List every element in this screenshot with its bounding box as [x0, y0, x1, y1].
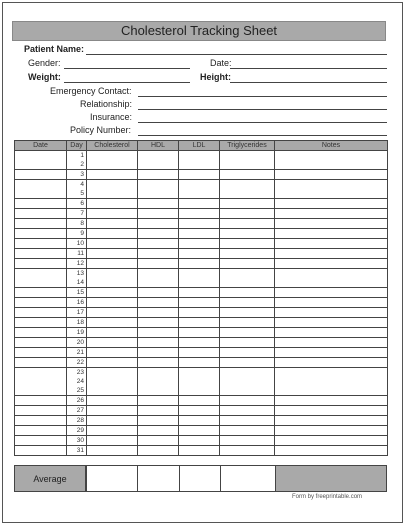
day-number: 3: [80, 171, 84, 178]
cell-notes[interactable]: [275, 180, 388, 199]
cell-ldl[interactable]: [179, 318, 220, 328]
cell-ldl[interactable]: [179, 308, 220, 318]
patient-name-row: [14, 44, 387, 55]
cell-notes[interactable]: [275, 219, 388, 229]
cell-day: [67, 396, 87, 406]
cell-cholesterol[interactable]: [87, 446, 138, 456]
cell-triglycerides[interactable]: [220, 426, 275, 436]
cell-hdl[interactable]: [138, 199, 179, 209]
cell-hdl[interactable]: [138, 219, 179, 229]
cell-hdl[interactable]: [138, 269, 179, 288]
weight-field[interactable]: [64, 72, 190, 83]
cell-ldl[interactable]: [179, 338, 220, 348]
date-label: Date:: [210, 58, 232, 68]
cell-day: [67, 151, 87, 170]
cell-triglycerides[interactable]: [220, 416, 275, 426]
day-number: 29: [76, 427, 84, 434]
cell-ldl[interactable]: [179, 199, 220, 209]
average-cholesterol-cell[interactable]: [86, 465, 138, 492]
day-number: 12: [76, 260, 84, 267]
day-number: 31: [76, 447, 84, 454]
gender-field[interactable]: [64, 58, 190, 69]
cell-triglycerides[interactable]: [220, 229, 275, 239]
cell-hdl[interactable]: [138, 348, 179, 358]
cell-notes[interactable]: [275, 318, 388, 328]
cell-triglycerides[interactable]: [220, 151, 275, 170]
cell-cholesterol[interactable]: [87, 269, 138, 288]
cell-cholesterol[interactable]: [87, 219, 138, 229]
cell-notes[interactable]: [275, 170, 388, 180]
cholesterol-log-table: [14, 140, 388, 456]
cell-day: [67, 338, 87, 348]
cell-day: [67, 180, 87, 199]
header-notes: Notes: [275, 141, 388, 151]
cell-date[interactable]: [15, 318, 67, 328]
cell-triglycerides[interactable]: [220, 318, 275, 328]
relationship-row: [14, 99, 387, 110]
average-notes-shaded: [275, 465, 387, 492]
cell-date[interactable]: [15, 249, 67, 259]
cell-hdl[interactable]: [138, 416, 179, 426]
cell-day: [67, 348, 87, 358]
header-hdl: HDL: [138, 141, 179, 151]
day-number: 22: [76, 359, 84, 366]
cell-notes[interactable]: [275, 338, 388, 348]
cell-ldl[interactable]: [179, 298, 220, 308]
day-number: 10: [76, 240, 84, 247]
cell-day: [67, 249, 87, 259]
emergency-contact-label: Emergency Contact:: [50, 86, 132, 96]
cell-date[interactable]: [15, 229, 67, 239]
table-row: [15, 426, 388, 436]
average-ldl-cell[interactable]: [179, 465, 221, 492]
weight-label: Weight:: [28, 72, 61, 82]
cell-day: [67, 269, 87, 288]
cell-date[interactable]: [15, 269, 67, 288]
gender-label: Gender:: [28, 58, 61, 68]
cell-cholesterol[interactable]: [87, 170, 138, 180]
cell-day: [67, 199, 87, 209]
cell-day: [67, 229, 87, 239]
table-row: [15, 348, 388, 358]
cell-date[interactable]: [15, 328, 67, 338]
cell-triglycerides[interactable]: [220, 170, 275, 180]
cell-hdl[interactable]: [138, 209, 179, 219]
table-row: [15, 338, 388, 348]
day-number: 14: [76, 279, 84, 286]
table-row: [15, 229, 388, 239]
cell-triglycerides[interactable]: [220, 338, 275, 348]
cell-hdl[interactable]: [138, 368, 179, 396]
cell-cholesterol[interactable]: [87, 151, 138, 170]
cell-cholesterol[interactable]: [87, 180, 138, 199]
cell-triglycerides[interactable]: [220, 406, 275, 416]
table-row: [15, 416, 388, 426]
cell-triglycerides[interactable]: [220, 239, 275, 249]
day-number: 24: [76, 378, 84, 385]
cell-cholesterol[interactable]: [87, 426, 138, 436]
cell-hdl[interactable]: [138, 406, 179, 416]
cell-ldl[interactable]: [179, 229, 220, 239]
cell-triglycerides[interactable]: [220, 180, 275, 199]
cell-day: [67, 406, 87, 416]
cell-ldl[interactable]: [179, 446, 220, 456]
cell-ldl[interactable]: [179, 436, 220, 446]
header-day: Day: [67, 141, 87, 151]
cell-ldl[interactable]: [179, 426, 220, 436]
cell-day: [67, 436, 87, 446]
cell-notes[interactable]: [275, 396, 388, 406]
cell-notes[interactable]: [275, 199, 388, 209]
cell-hdl[interactable]: [138, 436, 179, 446]
cell-cholesterol[interactable]: [87, 328, 138, 338]
table-row: [15, 328, 388, 338]
cell-triglycerides[interactable]: [220, 209, 275, 219]
table-row: [15, 298, 388, 308]
cell-triglycerides[interactable]: [220, 219, 275, 229]
policy-number-label: Policy Number:: [70, 125, 132, 135]
cell-ldl[interactable]: [179, 180, 220, 199]
table-row: [15, 199, 388, 209]
cell-cholesterol[interactable]: [87, 259, 138, 269]
height-label: Height:: [200, 72, 231, 82]
cell-notes[interactable]: [275, 446, 388, 456]
cell-ldl[interactable]: [179, 151, 220, 170]
cell-ldl[interactable]: [179, 249, 220, 259]
cell-date[interactable]: [15, 338, 67, 348]
day-number: 5: [80, 190, 84, 197]
cell-ldl[interactable]: [179, 396, 220, 406]
cell-ldl[interactable]: [179, 328, 220, 338]
day-number: 27: [76, 407, 84, 414]
day-number: 21: [76, 349, 84, 356]
day-number: 8: [80, 220, 84, 227]
cell-date[interactable]: [15, 288, 67, 298]
cell-hdl[interactable]: [138, 318, 179, 328]
cell-cholesterol[interactable]: [87, 288, 138, 298]
cell-date[interactable]: [15, 436, 67, 446]
table-row: [15, 239, 388, 249]
cell-notes[interactable]: [275, 328, 388, 338]
cell-hdl[interactable]: [138, 446, 179, 456]
cell-triglycerides[interactable]: [220, 368, 275, 396]
cell-cholesterol[interactable]: [87, 436, 138, 446]
cell-cholesterol[interactable]: [87, 396, 138, 406]
cell-cholesterol[interactable]: [87, 249, 138, 259]
average-hdl-cell[interactable]: [137, 465, 180, 492]
cell-hdl[interactable]: [138, 288, 179, 298]
cell-triglycerides[interactable]: [220, 396, 275, 406]
day-number: 18: [76, 319, 84, 326]
policy-number-field[interactable]: [138, 125, 387, 136]
average-triglycerides-cell[interactable]: [220, 465, 276, 492]
cell-date[interactable]: [15, 151, 67, 170]
cell-day: [67, 308, 87, 318]
insurance-field[interactable]: [138, 112, 387, 123]
cell-day: [67, 328, 87, 338]
cell-ldl[interactable]: [179, 368, 220, 396]
table-header-row: [15, 141, 388, 151]
table-row: [15, 368, 388, 396]
cell-day: [67, 239, 87, 249]
header-triglycerides: Triglycerides: [220, 141, 275, 151]
cell-date[interactable]: [15, 259, 67, 269]
cell-date[interactable]: [15, 170, 67, 180]
cell-triglycerides[interactable]: [220, 348, 275, 358]
cell-day: [67, 416, 87, 426]
table-row: [15, 151, 388, 170]
cell-hdl[interactable]: [138, 249, 179, 259]
day-number: 17: [76, 309, 84, 316]
cell-ldl[interactable]: [179, 239, 220, 249]
day-number: 11: [77, 250, 84, 257]
cell-triglycerides[interactable]: [220, 446, 275, 456]
table-row: [15, 308, 388, 318]
table-row: [15, 288, 388, 298]
cell-cholesterol[interactable]: [87, 229, 138, 239]
cell-hdl[interactable]: [138, 338, 179, 348]
day-number: 30: [76, 437, 84, 444]
patient-name-field[interactable]: [86, 44, 387, 55]
day-number: 19: [76, 329, 84, 336]
cell-cholesterol[interactable]: [87, 338, 138, 348]
cell-date[interactable]: [15, 308, 67, 318]
emergency-contact-field[interactable]: [138, 86, 387, 97]
cell-ldl[interactable]: [179, 219, 220, 229]
cell-triglycerides[interactable]: [220, 288, 275, 298]
cell-hdl[interactable]: [138, 358, 179, 368]
cell-notes[interactable]: [275, 259, 388, 269]
cell-triglycerides[interactable]: [220, 269, 275, 288]
cell-hdl[interactable]: [138, 229, 179, 239]
cell-notes[interactable]: [275, 209, 388, 219]
cell-triglycerides[interactable]: [220, 249, 275, 259]
cell-notes[interactable]: [275, 426, 388, 436]
table-row: [15, 446, 388, 456]
cell-triglycerides[interactable]: [220, 308, 275, 318]
table-row: [15, 358, 388, 368]
header-ldl: LDL: [179, 141, 220, 151]
height-field[interactable]: [230, 72, 387, 83]
insurance-row: [14, 112, 387, 123]
table-row: [15, 396, 388, 406]
cell-ldl[interactable]: [179, 406, 220, 416]
cell-notes[interactable]: [275, 229, 388, 239]
footer-credit: Form by freeprintable.com: [292, 494, 363, 500]
cell-cholesterol[interactable]: [87, 406, 138, 416]
cell-day: [67, 209, 87, 219]
day-number: 16: [76, 299, 84, 306]
cell-notes[interactable]: [275, 368, 388, 396]
cell-notes[interactable]: [275, 269, 388, 288]
cell-date[interactable]: [15, 358, 67, 368]
cell-date[interactable]: [15, 239, 67, 249]
cell-hdl[interactable]: [138, 151, 179, 170]
cell-day: [67, 368, 87, 396]
cell-cholesterol[interactable]: [87, 239, 138, 249]
cell-day: [67, 318, 87, 328]
cell-notes[interactable]: [275, 308, 388, 318]
cell-cholesterol[interactable]: [87, 318, 138, 328]
day-number: 1: [80, 152, 84, 159]
relationship-label: Relationship:: [80, 99, 133, 109]
cell-date[interactable]: [15, 416, 67, 426]
day-number: 20: [76, 339, 84, 346]
cell-notes[interactable]: [275, 436, 388, 446]
relationship-field[interactable]: [138, 99, 387, 110]
cell-date[interactable]: [15, 180, 67, 199]
table-row: [15, 219, 388, 229]
cell-notes[interactable]: [275, 288, 388, 298]
average-label: Average: [14, 465, 86, 492]
table-row: [15, 170, 388, 180]
cell-hdl[interactable]: [138, 259, 179, 269]
cell-hdl[interactable]: [138, 170, 179, 180]
cell-notes[interactable]: [275, 249, 388, 259]
cell-day: [67, 170, 87, 180]
date-field[interactable]: [230, 58, 387, 69]
cell-cholesterol[interactable]: [87, 348, 138, 358]
header-date: Date: [15, 141, 67, 151]
emergency-contact-row: [14, 86, 387, 97]
cell-notes[interactable]: [275, 298, 388, 308]
day-number: 2: [80, 161, 84, 168]
cell-cholesterol[interactable]: [87, 358, 138, 368]
cell-ldl[interactable]: [179, 288, 220, 298]
weight-height-row: [14, 72, 387, 83]
cell-day: [67, 219, 87, 229]
cell-cholesterol[interactable]: [87, 416, 138, 426]
cell-date[interactable]: [15, 396, 67, 406]
table-row: [15, 436, 388, 446]
cell-day: [67, 358, 87, 368]
table-row: [15, 318, 388, 328]
cell-day: [67, 298, 87, 308]
insurance-label: Insurance:: [90, 112, 133, 122]
cell-triglycerides[interactable]: [220, 328, 275, 338]
day-number: 15: [76, 289, 84, 296]
cell-triglycerides[interactable]: [220, 358, 275, 368]
day-number: 9: [80, 230, 84, 237]
cell-ldl[interactable]: [179, 358, 220, 368]
cell-notes[interactable]: [275, 348, 388, 358]
cell-hdl[interactable]: [138, 308, 179, 318]
cell-ldl[interactable]: [179, 259, 220, 269]
table-row: [15, 269, 388, 288]
cell-hdl[interactable]: [138, 239, 179, 249]
cell-cholesterol[interactable]: [87, 298, 138, 308]
day-number: 23: [76, 369, 84, 376]
day-number: 28: [76, 417, 84, 424]
form-title: Cholesterol Tracking Sheet: [12, 21, 386, 41]
day-number: 13: [76, 270, 84, 277]
cell-ldl[interactable]: [179, 348, 220, 358]
cell-triglycerides[interactable]: [220, 298, 275, 308]
cell-triglycerides[interactable]: [220, 199, 275, 209]
day-number: 25: [76, 387, 84, 394]
cell-cholesterol[interactable]: [87, 209, 138, 219]
cell-date[interactable]: [15, 348, 67, 358]
table-row: [15, 249, 388, 259]
cell-triglycerides[interactable]: [220, 436, 275, 446]
cell-ldl[interactable]: [179, 170, 220, 180]
table-body: [15, 151, 388, 456]
table-row: [15, 406, 388, 416]
cell-notes[interactable]: [275, 151, 388, 170]
cell-date[interactable]: [15, 368, 67, 396]
cell-cholesterol[interactable]: [87, 308, 138, 318]
policy-number-row: [14, 125, 387, 136]
cell-date[interactable]: [15, 298, 67, 308]
cell-ldl[interactable]: [179, 269, 220, 288]
table-row: [15, 259, 388, 269]
cell-notes[interactable]: [275, 406, 388, 416]
cell-cholesterol[interactable]: [87, 199, 138, 209]
day-number: 7: [80, 210, 84, 217]
day-number: 26: [76, 397, 84, 404]
gender-date-row: [14, 58, 387, 69]
cell-triglycerides[interactable]: [220, 259, 275, 269]
header-cholesterol: Cholesterol: [87, 141, 138, 151]
cell-notes[interactable]: [275, 239, 388, 249]
day-number: 6: [80, 200, 84, 207]
cell-notes[interactable]: [275, 358, 388, 368]
cell-hdl[interactable]: [138, 426, 179, 436]
cell-ldl[interactable]: [179, 209, 220, 219]
cell-ldl[interactable]: [179, 416, 220, 426]
cell-day: [67, 446, 87, 456]
cell-notes[interactable]: [275, 416, 388, 426]
cell-date[interactable]: [15, 426, 67, 436]
patient-name-label: Patient Name:: [24, 44, 85, 54]
cell-hdl[interactable]: [138, 180, 179, 199]
cell-hdl[interactable]: [138, 396, 179, 406]
table-row: [15, 209, 388, 219]
cell-date[interactable]: [15, 209, 67, 219]
cell-date[interactable]: [15, 446, 67, 456]
cell-hdl[interactable]: [138, 328, 179, 338]
table-row: [15, 180, 388, 199]
cell-cholesterol[interactable]: [87, 368, 138, 396]
cell-date[interactable]: [15, 199, 67, 209]
cell-date[interactable]: [15, 219, 67, 229]
cell-day: [67, 288, 87, 298]
day-number: 4: [80, 181, 84, 188]
cell-day: [67, 259, 87, 269]
cell-hdl[interactable]: [138, 298, 179, 308]
cell-day: [67, 426, 87, 436]
cell-date[interactable]: [15, 406, 67, 416]
